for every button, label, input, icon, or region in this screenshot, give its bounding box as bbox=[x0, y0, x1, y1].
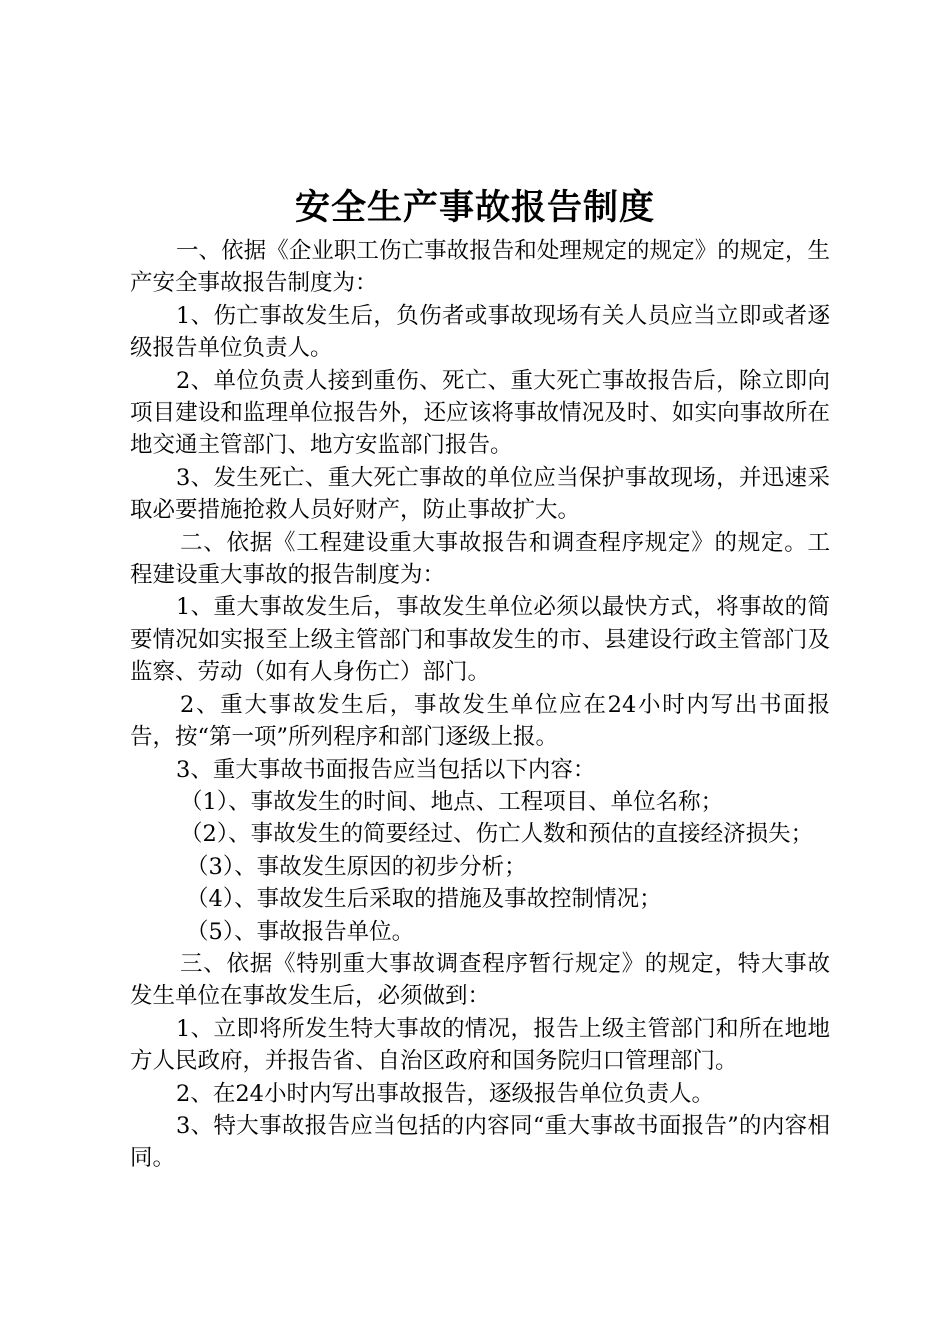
section-3-item-3: 3、特大事故报告应当包括的内容同“重大事故书面报告”的内容相同。 bbox=[130, 1112, 830, 1172]
section-2-subitem-1: （1）、事故发生的时间、地点、工程项目、单位名称； bbox=[180, 788, 724, 815]
section-2-item-1: 1、重大事故发生后，事故发生单位必须以最快方式，将事故的简要情况如实报至上级主管部门和事故发生的市、县建设行政主管部门及监察、劳动（如有人身伤亡）部门。 bbox=[130, 594, 830, 686]
section-1-item-3: 3、发生死亡、重大死亡事故的单位应当保护事故现场，并迅速采取必要措施抢救人员好财产，防止事故扩大。 bbox=[130, 464, 830, 524]
section-3-item-1: 1、立即将所发生特大事故的情况，报告上级主管部门和所在地地方人民政府，并报告省、自治区政府和国务院归口管理部门。 bbox=[130, 1015, 830, 1075]
section-2-intro: 二、依据《工程建设重大事故报告和调查程序规定》的规定。工程建设重大事故的报告制度为： bbox=[130, 529, 830, 589]
section-2-subitem-2: （2）、事故发生的简要经过、伤亡人数和预估的直接经济损失； bbox=[180, 821, 814, 848]
section-2-subitem-4: （4）、事故发生后采取的措施及事故控制情况； bbox=[186, 886, 662, 913]
section-1-intro: 一、依据《企业职工伤亡事故报告和处理规定的规定》的规定，生产安全事故报告制度为： bbox=[130, 238, 830, 297]
document-body bbox=[130, 235, 830, 1175]
section-2-item-2: 2、重大事故发生后，事故发生单位应在24小时内写出书面报告，按“第一项”所列程序和部门逐级上报。 bbox=[130, 691, 830, 751]
section-3-intro: 三、依据《特别重大事故调查程序暂行规定》的规定，特大事故发生单位在事故发生后，必须做到： bbox=[130, 950, 830, 1010]
section-2-subitem-5: （5）、事故报告单位。 bbox=[186, 918, 415, 945]
section-2-subitem-3: （3）、事故发生原因的初步分析； bbox=[186, 853, 527, 880]
section-3-item-2: 2、在24小时内写出事故报告，逐级报告单位负责人。 bbox=[176, 1080, 714, 1107]
document-title: 安全生产事故报告制度 bbox=[294, 187, 655, 228]
section-1-item-2: 2、单位负责人接到重伤、死亡、重大死亡事故报告后，除立即向项目建设和监理单位报告外，还应该将事故情况及时、如实向事故所在地交通主管部门、地方安监部门报告。 bbox=[130, 367, 830, 459]
section-2-item-3: 3、重大事故书面报告应当包括以下内容： bbox=[176, 756, 596, 783]
section-1-item-1: 1、伤亡事故发生后，负伤者或事故现场有关人员应当立即或者逐级报告单位负责人。 bbox=[130, 302, 830, 362]
